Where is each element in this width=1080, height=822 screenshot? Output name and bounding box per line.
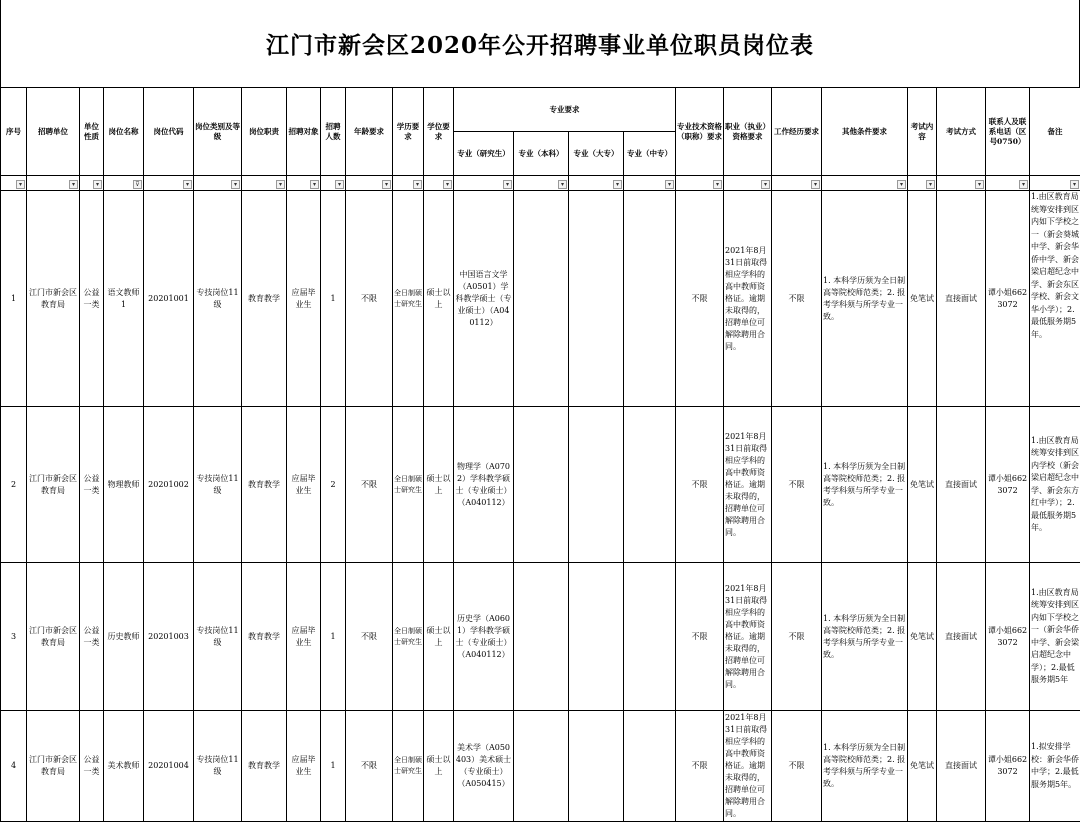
cell-major-college	[569, 563, 624, 711]
cell-category: 专技岗位11级	[194, 711, 242, 822]
cell-major-grad: 历史学（A0601）学科教学硕士（专业硕士）（A040112）	[454, 563, 514, 711]
header-unit: 招聘单位	[27, 88, 80, 176]
cell-exam-content: 免笔试	[908, 191, 937, 407]
header-major-group: 专业要求	[454, 88, 676, 132]
header-count: 招聘人数	[321, 88, 346, 176]
cell-seq: 3	[1, 563, 27, 711]
cell-seq: 2	[1, 407, 27, 563]
cell-tech-qual: 不限	[676, 563, 724, 711]
cell-age: 不限	[346, 563, 393, 711]
cell-major-college	[569, 191, 624, 407]
cell-exam-method: 直接面试	[937, 407, 986, 563]
filter-dropdown-icon[interactable]: ▾	[443, 180, 452, 189]
cell-remarks: 1.拟安排学校：新会华侨中学；2.最低服务期5年。	[1030, 711, 1080, 822]
filter-dropdown-icon[interactable]: ▾	[897, 180, 906, 189]
filter-dropdown-icon[interactable]: ▾	[558, 180, 567, 189]
cell-contact: 谭小姐6623072	[986, 191, 1030, 407]
cell-age: 不限	[346, 191, 393, 407]
cell-other: 1. 本科学历须为全日制高等院校师范类；2. 报考学科须与所学专业一致。	[822, 711, 908, 822]
filter-dropdown-icon[interactable]: ▾	[665, 180, 674, 189]
cell-duty: 教育教学	[242, 711, 287, 822]
cell-unit: 江门市新会区教育局	[27, 407, 80, 563]
cell-remarks: 1.由区教育局统筹安排到区内如下学校之一（新会葵城中学、新会华侨中学、新会梁启超纪念中学、新会东区学校、新会文华小学）；2.最低服务期5年。	[1030, 191, 1080, 407]
page-title: 江门市新会区2020年公开招聘事业单位职员岗位表	[0, 0, 1080, 87]
cell-post-code: 20201002	[144, 407, 194, 563]
header-education: 学历要求	[393, 88, 424, 176]
filter-dropdown-icon[interactable]: ▾	[713, 180, 722, 189]
table-row	[1, 563, 1080, 711]
cell-seq: 1	[1, 191, 27, 407]
cell-category: 专技岗位11级	[194, 563, 242, 711]
header-contact: 联系人及联系电话（区号0750）	[986, 88, 1030, 176]
cell-post-name: 历史教师	[104, 563, 144, 711]
table-row	[1, 191, 1080, 407]
cell-major-bachelor	[514, 191, 569, 407]
cell-other: 1. 本科学历须为全日制高等院校师范类；2. 报考学科须与所学专业一致。	[822, 563, 908, 711]
filter-dropdown-icon[interactable]: ▾	[382, 180, 391, 189]
cell-major-college	[569, 407, 624, 563]
cell-prof-qual: 2021年8月31日前取得相应学科的高中教师资格证。逾期未取得的，招聘单位可解除聘用合同。	[724, 563, 772, 711]
cell-exam-content: 免笔试	[908, 563, 937, 711]
table-row	[1, 711, 1080, 822]
filter-dropdown-icon[interactable]: ▾	[413, 180, 422, 189]
cell-major-bachelor	[514, 711, 569, 822]
header-work-exp: 工作经历要求	[772, 88, 822, 176]
cell-category: 专技岗位11级	[194, 407, 242, 563]
cell-work-exp: 不限	[772, 191, 822, 407]
cell-major-college	[569, 711, 624, 822]
cell-exam-method: 直接面试	[937, 711, 986, 822]
header-duty: 岗位职责	[242, 88, 287, 176]
cell-post-name: 美术教师	[104, 711, 144, 822]
header-target: 招聘对象	[287, 88, 321, 176]
cell-seq: 4	[1, 711, 27, 822]
filter-dropdown-icon[interactable]: ▾	[761, 180, 770, 189]
cell-prof-qual: 2021年8月31日前取得相应学科的高中教师资格证。逾期未取得的，招聘单位可解除聘用合同。	[724, 407, 772, 563]
cell-education: 全日制硕士研究生	[393, 191, 424, 407]
cell-education: 全日制硕士研究生	[393, 407, 424, 563]
header-exam-content: 考试内容	[908, 88, 937, 176]
header-major-bachelor: 专业（本科）	[514, 132, 569, 176]
cell-target: 应届毕业生	[287, 711, 321, 822]
filter-dropdown-icon[interactable]: ▾	[183, 180, 192, 189]
cell-remarks: 1.由区教育局统筹安排到区内如下学校之一（新会华侨中学、新会梁启超纪念中学）；2.最低服务期5年	[1030, 563, 1080, 711]
filter-dropdown-icon[interactable]: ▾	[231, 180, 240, 189]
cell-contact: 谭小姐6623072	[986, 407, 1030, 563]
cell-degree: 硕士以上	[424, 563, 454, 711]
cell-age: 不限	[346, 407, 393, 563]
header-tech-qual: 专业技术资格（职称）要求	[676, 88, 724, 176]
cell-count: 2	[321, 407, 346, 563]
cell-major-grad: 物理学（A0702）学科教学硕士（专业硕士）（A040112）	[454, 407, 514, 563]
cell-count: 1	[321, 711, 346, 822]
cell-unit: 江门市新会区教育局	[27, 191, 80, 407]
filter-dropdown-icon[interactable]: ▾	[276, 180, 285, 189]
cell-remarks: 1.由区教育局统筹安排到区内学校（新会梁启超纪念中学、新会东方红中学）；2.最低服务期5年。	[1030, 407, 1080, 563]
cell-nature: 公益一类	[80, 407, 104, 563]
cell-contact: 谭小姐6623072	[986, 711, 1030, 822]
filter-row	[1, 176, 1080, 191]
cell-other: 1. 本科学历须为全日制高等院校师范类；2. 报考学科须与所学专业一致。	[822, 407, 908, 563]
filter-dropdown-icon[interactable]: ▾	[975, 180, 984, 189]
filter-dropdown-icon[interactable]: ▾	[16, 180, 25, 189]
cell-major-secondary	[624, 407, 676, 563]
cell-target: 应届毕业生	[287, 191, 321, 407]
cell-target: 应届毕业生	[287, 563, 321, 711]
cell-education: 全日制硕士研究生	[393, 563, 424, 711]
cell-duty: 教育教学	[242, 563, 287, 711]
filter-dropdown-icon[interactable]: ▾	[69, 180, 78, 189]
cell-count: 1	[321, 191, 346, 407]
cell-work-exp: 不限	[772, 711, 822, 822]
cell-major-grad: 中国语言文学（A0501）学科教学硕士（专业硕士）（A040112）	[454, 191, 514, 407]
cell-exam-method: 直接面试	[937, 191, 986, 407]
cell-degree: 硕士以上	[424, 711, 454, 822]
cell-nature: 公益一类	[80, 563, 104, 711]
header-seq: 序号	[1, 88, 27, 176]
header-exam-method: 考试方式	[937, 88, 986, 176]
cell-education: 全日制硕士研究生	[393, 711, 424, 822]
cell-other: 1. 本科学历须为全日制高等院校师范类；2. 报考学科须与所学专业一致。	[822, 191, 908, 407]
cell-prof-qual: 2021年8月31日前取得相应学科的高中教师资格证。逾期未取得的，招聘单位可解除聘用合同。	[724, 711, 772, 822]
cell-nature: 公益一类	[80, 191, 104, 407]
cell-count: 1	[321, 563, 346, 711]
cell-duty: 教育教学	[242, 407, 287, 563]
cell-nature: 公益一类	[80, 711, 104, 822]
cell-target: 应届毕业生	[287, 407, 321, 563]
cell-age: 不限	[346, 711, 393, 822]
header-major-secondary: 专业（中专）	[624, 132, 676, 176]
cell-category: 专技岗位11级	[194, 191, 242, 407]
cell-post-name: 语文教师1	[104, 191, 144, 407]
filter-dropdown-icon[interactable]: ▾	[335, 180, 344, 189]
cell-tech-qual: 不限	[676, 711, 724, 822]
job-table	[0, 87, 1080, 822]
cell-exam-content: 免笔试	[908, 407, 937, 563]
filter-dropdown-icon[interactable]: ▾	[93, 180, 102, 189]
cell-unit: 江门市新会区教育局	[27, 563, 80, 711]
cell-major-bachelor	[514, 563, 569, 711]
cell-exam-content: 免笔试	[908, 711, 937, 822]
cell-major-grad: 美术学（A050403）美术硕士（专业硕士）（A050415）	[454, 711, 514, 822]
filter-active-icon[interactable]: ⊽	[133, 180, 142, 189]
header-nature: 单位性质	[80, 88, 104, 176]
header-degree: 学位要求	[424, 88, 454, 176]
cell-tech-qual: 不限	[676, 407, 724, 563]
cell-prof-qual: 2021年8月31日前取得相应学科的高中教师资格证。逾期未取得的，招聘单位可解除聘用合同。	[724, 191, 772, 407]
header-post-name: 岗位名称	[104, 88, 144, 176]
cell-major-secondary	[624, 711, 676, 822]
cell-work-exp: 不限	[772, 407, 822, 563]
header-post-code: 岗位代码	[144, 88, 194, 176]
cell-post-code: 20201004	[144, 711, 194, 822]
cell-exam-method: 直接面试	[937, 563, 986, 711]
filter-dropdown-icon[interactable]: ▾	[1019, 180, 1028, 189]
header-major-college: 专业（大专）	[569, 132, 624, 176]
header-other: 其他条件要求	[822, 88, 908, 176]
header-major-grad: 专业（研究生）	[454, 132, 514, 176]
filter-dropdown-icon[interactable]: ▾	[811, 180, 820, 189]
filter-dropdown-icon[interactable]: ▾	[310, 180, 319, 189]
cell-major-secondary	[624, 191, 676, 407]
filter-dropdown-icon[interactable]: ▾	[1070, 180, 1079, 189]
header-prof-qual: 职业（执业）资格要求	[724, 88, 772, 176]
header-age: 年龄要求	[346, 88, 393, 176]
cell-post-code: 20201003	[144, 563, 194, 711]
cell-tech-qual: 不限	[676, 191, 724, 407]
cell-major-bachelor	[514, 407, 569, 563]
filter-dropdown-icon[interactable]: ▾	[926, 180, 935, 189]
cell-unit: 江门市新会区教育局	[27, 711, 80, 822]
header-remarks: 备注	[1030, 88, 1080, 176]
cell-post-code: 20201001	[144, 191, 194, 407]
cell-contact: 谭小姐6623072	[986, 563, 1030, 711]
header-category: 岗位类别及等级	[194, 88, 242, 176]
filter-dropdown-icon[interactable]: ▾	[613, 180, 622, 189]
cell-major-secondary	[624, 563, 676, 711]
cell-duty: 教育教学	[242, 191, 287, 407]
cell-post-name: 物理教师	[104, 407, 144, 563]
filter-dropdown-icon[interactable]: ▾	[503, 180, 512, 189]
cell-work-exp: 不限	[772, 563, 822, 711]
table-row	[1, 407, 1080, 563]
cell-degree: 硕士以上	[424, 407, 454, 563]
cell-degree: 硕士以上	[424, 191, 454, 407]
